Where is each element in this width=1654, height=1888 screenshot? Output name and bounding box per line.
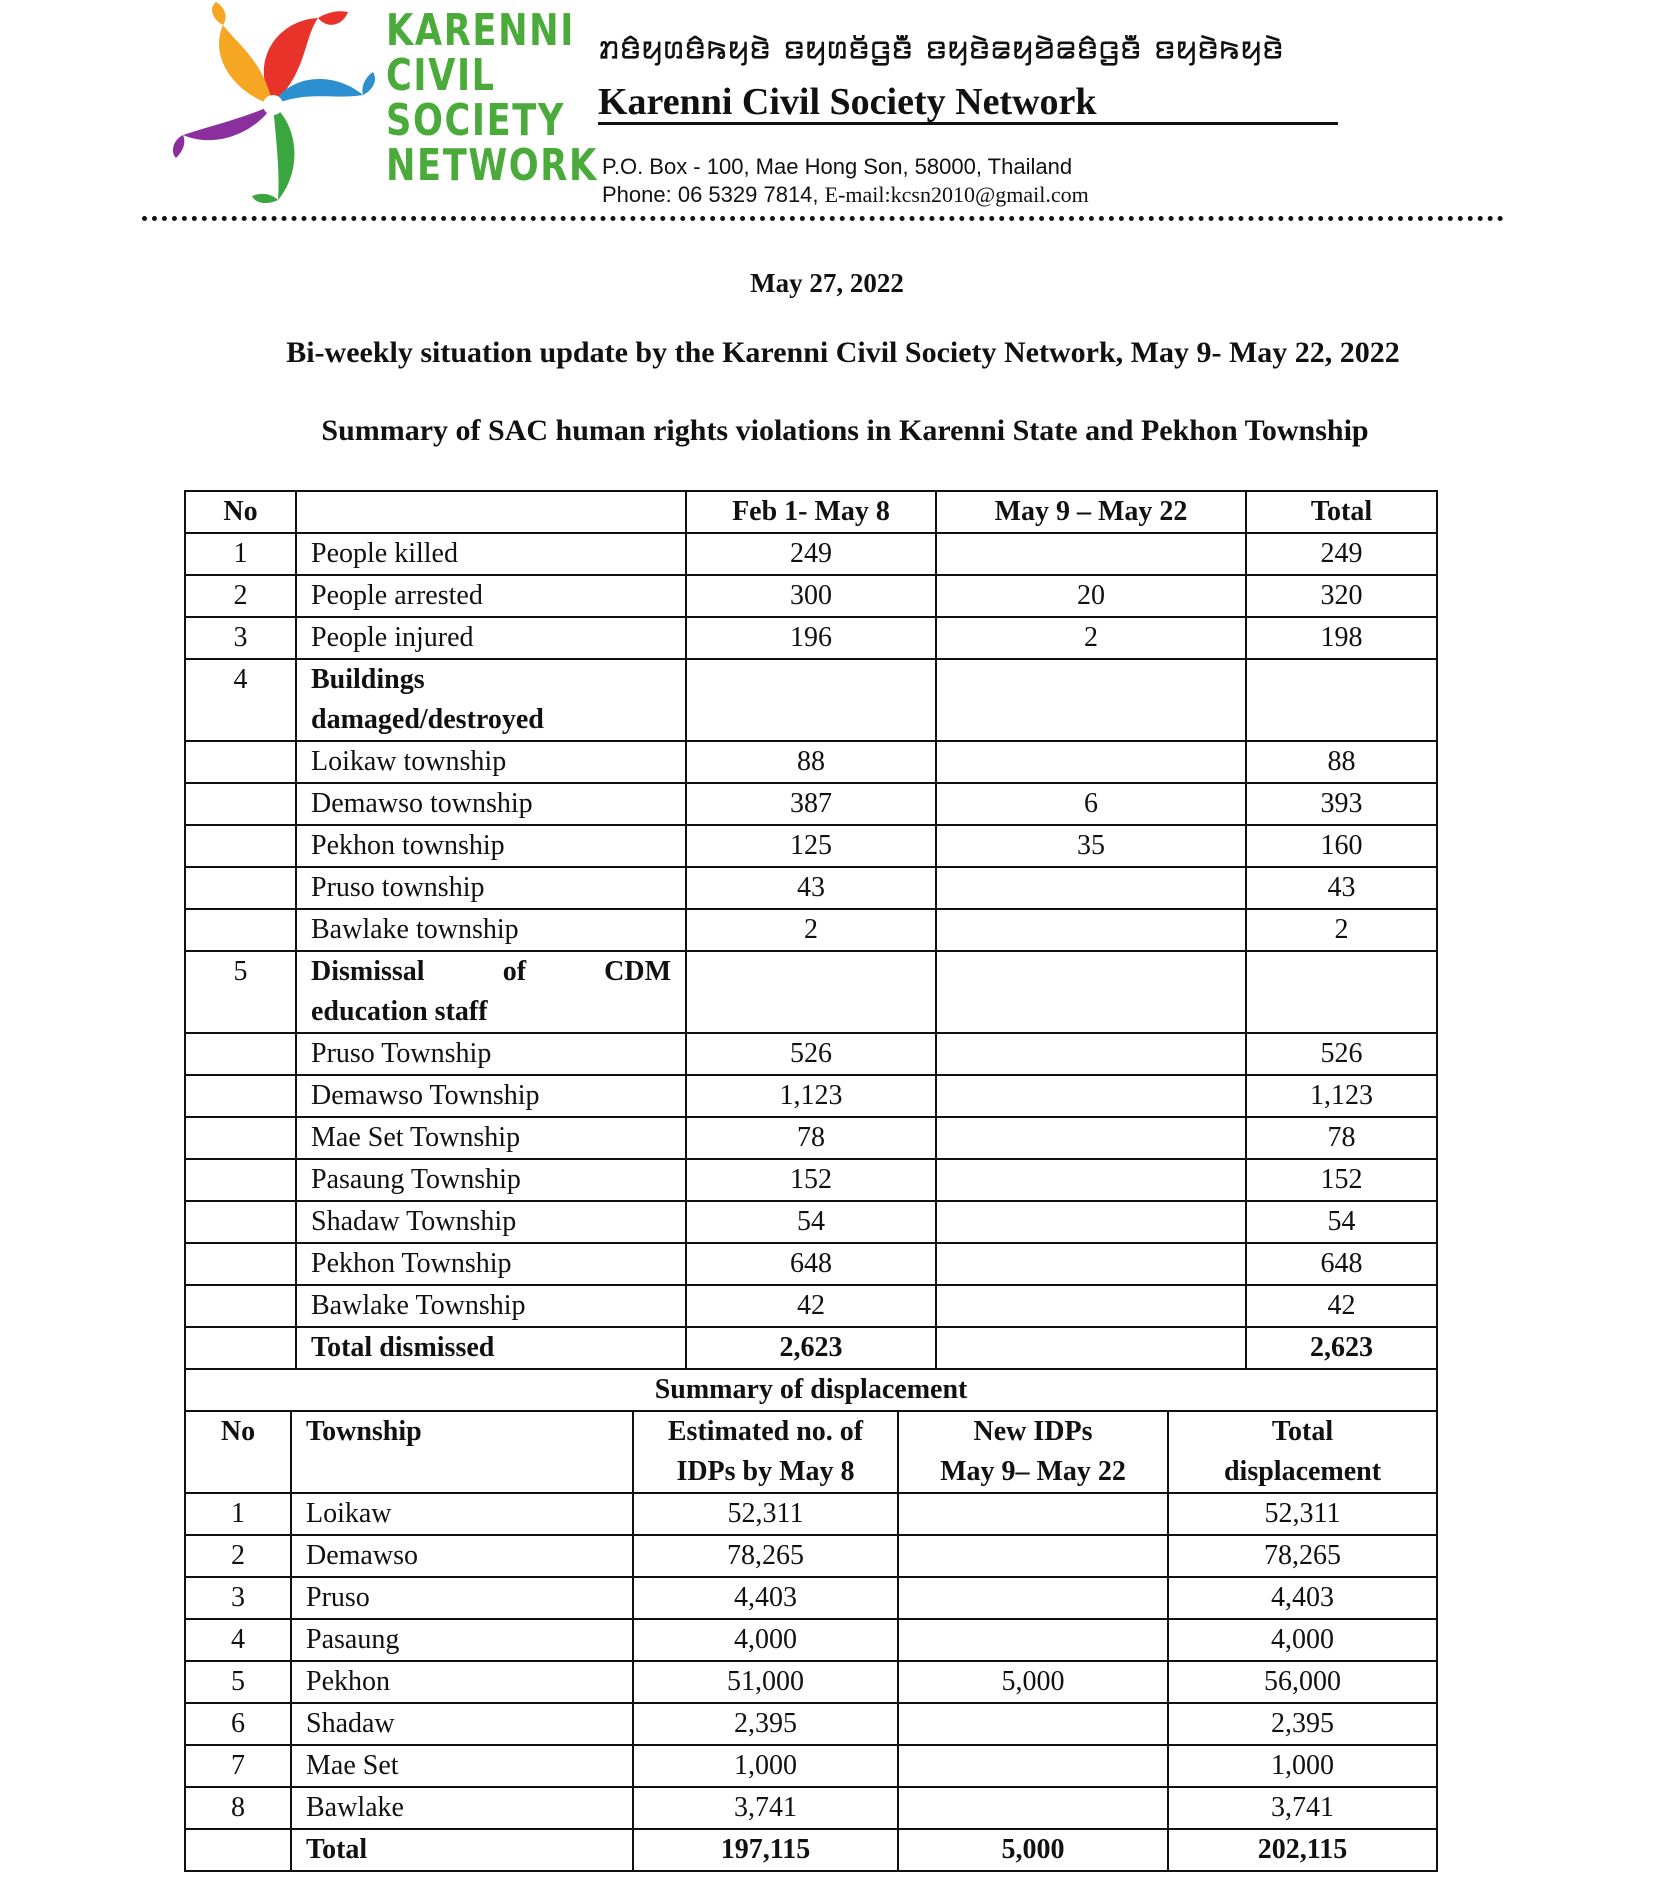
table-row [185,1745,1437,1787]
section-title: Summary of displacement [185,1369,1437,1411]
logo-pinwheel [173,2,375,203]
row-label: Total dismissed [296,1327,686,1369]
col-header-no: No [185,1411,291,1493]
row-period2 [936,1285,1246,1327]
row-estimated: 197,115 [633,1829,898,1871]
row-label-line: damaged/destroyed [311,704,544,735]
row-no: 8 [185,1787,291,1829]
row-township: Pasaung [291,1619,633,1661]
violations-header-row [185,491,1437,533]
table-row [185,825,1437,867]
row-township: Pekhon [291,1661,633,1703]
row-label: Mae Set Township [296,1117,686,1159]
table-row [185,533,1437,575]
col-header-period1: Feb 1- May 8 [686,491,936,533]
col-header-estimated [633,1411,898,1493]
row-period1 [686,951,936,1033]
table-total-row [185,1327,1437,1369]
row-no [185,1327,296,1369]
row-township: Bawlake [291,1787,633,1829]
row-period2 [936,1327,1246,1369]
row-period2 [936,867,1246,909]
logo-word: KARENNI [386,5,575,56]
row-estimated: 1,000 [633,1745,898,1787]
table-total-row [185,1829,1437,1871]
row-total: 1,123 [1246,1075,1437,1117]
table-row [185,1201,1437,1243]
row-label: Demawso Township [296,1075,686,1117]
row-period1: 54 [686,1201,936,1243]
row-no [185,867,296,909]
row-no [185,1243,296,1285]
row-period2: 35 [936,825,1246,867]
row-label-line: Buildings [311,664,425,695]
document-subtitle: Summary of SAC human rights violations in Karenni State and Pekhon Township [321,414,1369,447]
row-total: 78,265 [1168,1535,1437,1577]
row-no [185,1159,296,1201]
row-no [185,1033,296,1075]
header-line: displacement [1223,1456,1382,1487]
row-new-idps: 5,000 [898,1661,1168,1703]
header-line: IDPs by May 8 [676,1456,855,1487]
table-row [185,1159,1437,1201]
col-header-period2: May 9 – May 22 [936,491,1246,533]
table-row [185,1787,1437,1829]
row-total: 202,115 [1168,1829,1437,1871]
row-total: 526 [1246,1033,1437,1075]
row-period2 [936,1117,1246,1159]
logo-word: CIVIL [386,50,496,101]
row-estimated: 78,265 [633,1535,898,1577]
row-label: Bawlake Township [296,1285,686,1327]
row-new-idps [898,1577,1168,1619]
logo-word: NETWORK [386,140,598,191]
row-total: 2 [1246,909,1437,951]
row-period2 [936,1159,1246,1201]
row-total: 1,000 [1168,1745,1437,1787]
row-total: 43 [1246,867,1437,909]
row-no: 3 [185,1577,291,1619]
row-total: 4,000 [1168,1619,1437,1661]
row-new-idps [898,1745,1168,1787]
row-period1: 387 [686,783,936,825]
row-period2 [936,659,1246,741]
header-line: New IDPs [973,1416,1093,1447]
dotted-divider [142,216,1504,221]
table-row [185,617,1437,659]
row-no [185,741,296,783]
row-period1: 125 [686,825,936,867]
row-label: Pruso Township [296,1033,686,1075]
displacement-header-row [185,1411,1437,1493]
header-line: Total [1271,1416,1334,1447]
postal-address: P.O. Box - 100, Mae Hong Son, 58000, Thailand [602,154,1073,179]
row-township: Pruso [291,1577,633,1619]
row-no [185,1201,296,1243]
row-no [185,1075,296,1117]
row-new-idps: 5,000 [898,1829,1168,1871]
email-address: E-mail:kcsn2010@gmail.com [824,182,1089,207]
row-estimated: 4,403 [633,1577,898,1619]
row-township: Shadaw [291,1703,633,1745]
row-total [1246,951,1437,1033]
org-name: Karenni Civil Society Network [598,81,1097,123]
row-period2 [936,533,1246,575]
row-township: Demawso [291,1535,633,1577]
phone-number: Phone: 06 5329 7814, [602,182,825,207]
row-new-idps [898,1535,1168,1577]
table-row [185,1033,1437,1075]
row-label-word: CDM [604,956,671,987]
row-label: Loikaw township [296,741,686,783]
row-total: 320 [1246,575,1437,617]
row-period2 [936,1243,1246,1285]
row-period2: 2 [936,617,1246,659]
row-no: 2 [185,1535,291,1577]
logo-word: SOCIETY [386,95,565,146]
row-new-idps [898,1619,1168,1661]
row-total: 54 [1246,1201,1437,1243]
row-estimated: 52,311 [633,1493,898,1535]
org-name-underline [598,122,1338,125]
document-date: May 27, 2022 [750,268,904,298]
logo-wordmark [386,5,598,191]
row-no: 4 [185,659,296,741]
row-period2 [936,1201,1246,1243]
row-label: Demawso township [296,783,686,825]
row-no: 2 [185,575,296,617]
kcsn-logo [168,0,378,210]
row-no: 5 [185,1661,291,1703]
table-row [185,783,1437,825]
row-label [296,659,686,741]
row-estimated: 3,741 [633,1787,898,1829]
row-no: 7 [185,1745,291,1787]
row-label: Pruso township [296,867,686,909]
col-header-total: Total [1246,491,1437,533]
row-period1: 42 [686,1285,936,1327]
displacement-table [184,1368,1438,1872]
row-total: 152 [1246,1159,1437,1201]
table-row-section [185,951,1437,1033]
row-no: 4 [185,1619,291,1661]
table-row [185,867,1437,909]
row-no [185,1285,296,1327]
row-total: 88 [1246,741,1437,783]
row-new-idps [898,1703,1168,1745]
header-line: Estimated no. of [667,1416,864,1447]
row-period1 [686,659,936,741]
row-township: Loikaw [291,1493,633,1535]
row-new-idps [898,1787,1168,1829]
row-period2 [936,909,1246,951]
table-row [185,1619,1437,1661]
row-total [1246,659,1437,741]
row-no: 1 [185,533,296,575]
row-township: Mae Set [291,1745,633,1787]
document-title: Bi-weekly situation update by the Karenni Civil Society Network, May 9- May 22, 2022 [286,336,1400,369]
row-period2: 20 [936,575,1246,617]
row-total: 42 [1246,1285,1437,1327]
row-period2 [936,1033,1246,1075]
row-no [185,1829,291,1871]
col-header-no: No [185,491,296,533]
row-label: Pasaung Township [296,1159,686,1201]
native-org-name: ꤊꤢꤨꤟꤛꤢꤨꤒꤟꤢꤧ ꤢꤟꤛꤢꤩꤞꤢꤪ ꤢꤟꤢꤧꤘꤟꤤꤧꤘꤢꤨꤞꤢꤪ ꤢꤟꤢꤧꤒꤟꤢꤧ [598,26,1284,67]
row-total: 249 [1246,533,1437,575]
row-period2: 6 [936,783,1246,825]
row-label [296,951,686,1033]
col-header-category [296,491,686,533]
row-total: 198 [1246,617,1437,659]
row-total: 52,311 [1168,1493,1437,1535]
displacement-title-row [185,1369,1437,1411]
row-estimated: 4,000 [633,1619,898,1661]
table-row [185,1703,1437,1745]
row-no: 5 [185,951,296,1033]
row-total: 648 [1246,1243,1437,1285]
row-label-word: Dismissal [311,956,425,987]
row-total: 4,403 [1168,1577,1437,1619]
row-label-word: of [502,956,527,987]
row-total: 2,623 [1246,1327,1437,1369]
row-estimated: 2,395 [633,1703,898,1745]
row-label: Pekhon township [296,825,686,867]
table-row [185,1535,1437,1577]
row-total: 3,741 [1168,1787,1437,1829]
table-row [185,1493,1437,1535]
row-period1: 249 [686,533,936,575]
row-period1: 2,623 [686,1327,936,1369]
table-row [185,1285,1437,1327]
row-period2 [936,951,1246,1033]
table-row [185,1243,1437,1285]
table-row [185,1117,1437,1159]
row-no [185,909,296,951]
row-no [185,825,296,867]
row-label: Pekhon Township [296,1243,686,1285]
col-header-total-displacement [1168,1411,1437,1493]
row-label-line [311,952,685,992]
row-label: Bawlake township [296,909,686,951]
row-period2 [936,1075,1246,1117]
row-total: 393 [1246,783,1437,825]
row-new-idps [898,1493,1168,1535]
row-label: People injured [296,617,686,659]
row-label: Shadaw Township [296,1201,686,1243]
row-no: 1 [185,1493,291,1535]
contact-line [602,182,1089,208]
col-header-new-idps [898,1411,1168,1493]
row-period1: 1,123 [686,1075,936,1117]
row-total: 2,395 [1168,1703,1437,1745]
row-period1: 2 [686,909,936,951]
row-period1: 526 [686,1033,936,1075]
table-row [185,909,1437,951]
row-total: 78 [1246,1117,1437,1159]
table-row-section [185,659,1437,741]
table-row [185,575,1437,617]
row-no: 6 [185,1703,291,1745]
row-township: Total [291,1829,633,1871]
table-row [185,1075,1437,1117]
row-period1: 300 [686,575,936,617]
row-label-line: education staff [311,996,488,1027]
row-period1: 43 [686,867,936,909]
header-line: May 9– May 22 [940,1456,1126,1487]
table-row [185,741,1437,783]
row-label: People arrested [296,575,686,617]
row-no: 3 [185,617,296,659]
row-no [185,783,296,825]
row-period1: 78 [686,1117,936,1159]
row-no [185,1117,296,1159]
violations-table [184,490,1438,1370]
row-total: 160 [1246,825,1437,867]
row-total: 56,000 [1168,1661,1437,1703]
row-period1: 88 [686,741,936,783]
row-period1: 152 [686,1159,936,1201]
table-row [185,1577,1437,1619]
row-estimated: 51,000 [633,1661,898,1703]
table-row [185,1661,1437,1703]
row-period1: 196 [686,617,936,659]
row-period1: 648 [686,1243,936,1285]
row-period2 [936,741,1246,783]
row-label: People killed [296,533,686,575]
col-header-township: Township [291,1411,633,1493]
